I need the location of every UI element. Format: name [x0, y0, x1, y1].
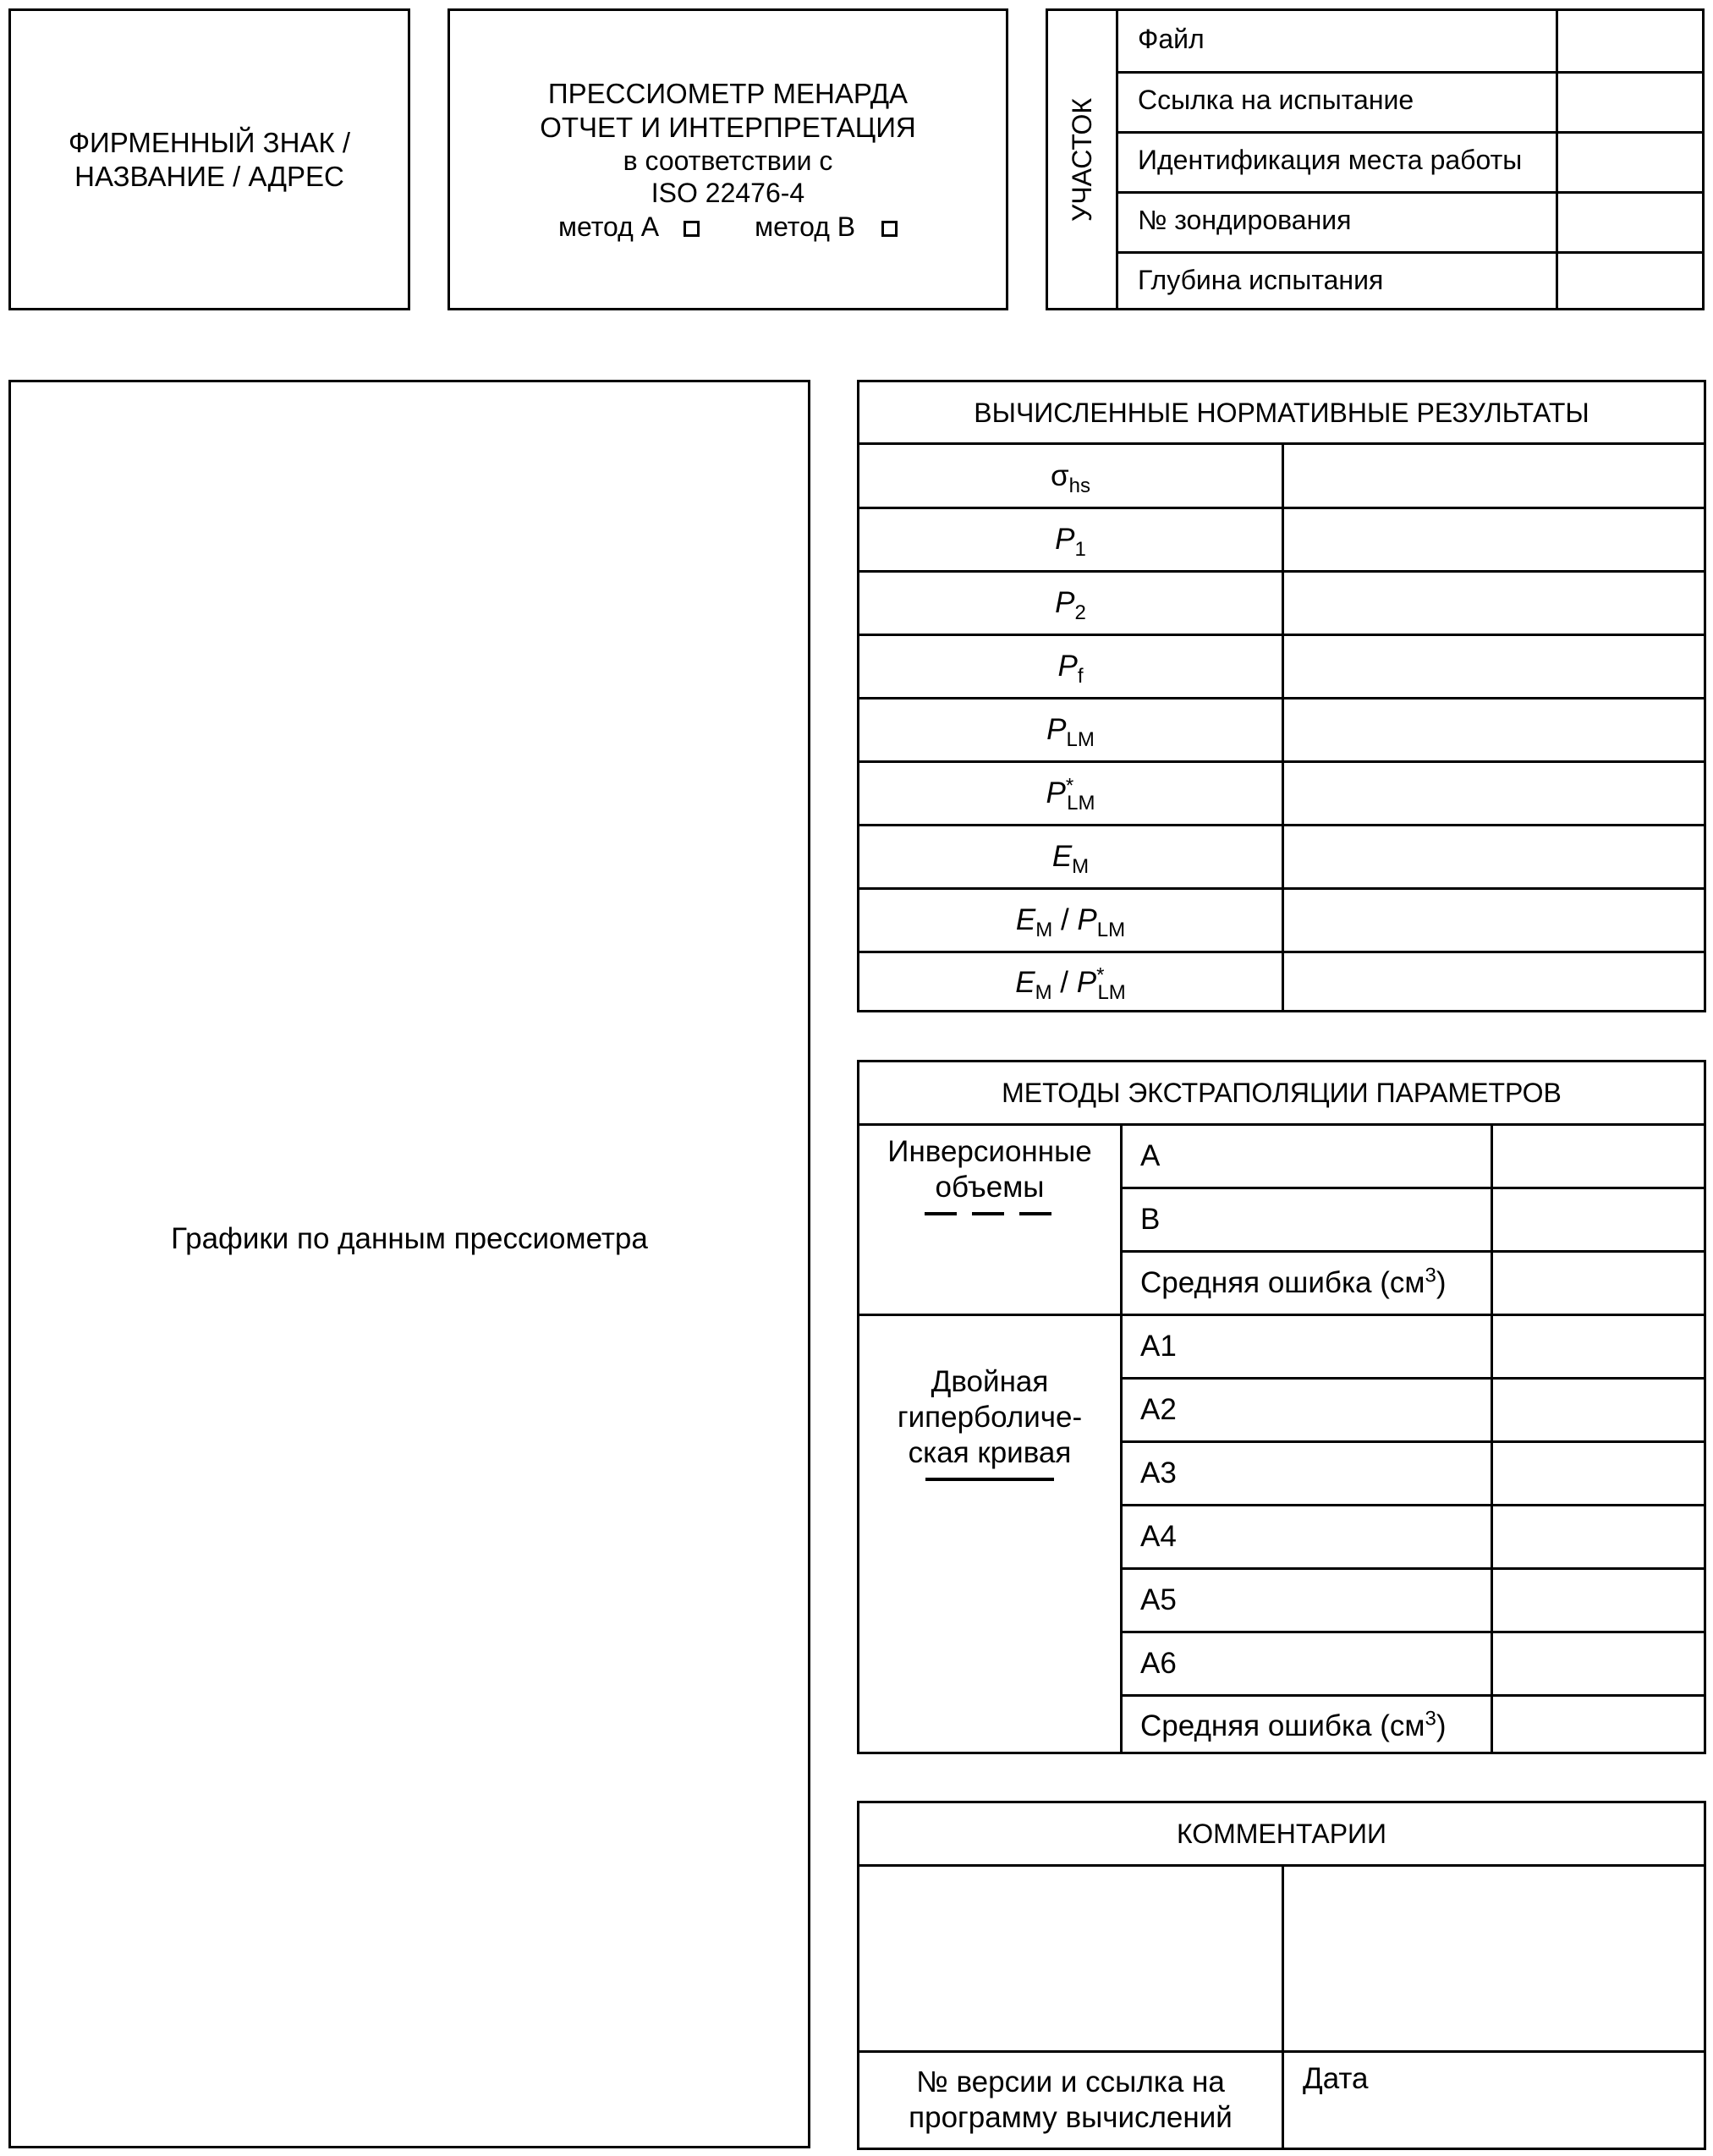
group-inversion-volumes — [859, 1126, 1120, 1314]
value-p2[interactable] — [1284, 573, 1704, 634]
group-double-hyperbolic — [859, 1316, 1120, 1752]
comments-title: КОММЕНТАРИИ — [1176, 1819, 1387, 1849]
row-label-a1: A1 — [1140, 1330, 1177, 1363]
row-label-mean-error-1: Средняя ошибка $(см^3)$ — [1140, 1264, 1447, 1299]
graphs-label: Графики по данным прессиометра — [171, 1221, 648, 1255]
version-line-2: программу вычислений — [909, 2101, 1233, 2134]
method-a-label: метод A — [558, 211, 658, 242]
company-line-1: ФИРМЕННЫЙ ЗНАК / — [68, 126, 351, 158]
title-box — [447, 8, 1008, 310]
comments-area-right[interactable] — [1284, 1867, 1704, 2050]
company-box — [8, 8, 410, 310]
site-value-file[interactable] — [1558, 11, 1702, 71]
value-a1[interactable] — [1493, 1316, 1704, 1377]
row-label-b: B — [1140, 1203, 1161, 1236]
site-value-depth[interactable] — [1558, 254, 1702, 308]
title-line-3: в соответствии с — [623, 145, 833, 176]
site-row-test-ref: Ссылка на испытание — [1138, 85, 1414, 115]
row-label-a6: A6 — [1140, 1647, 1177, 1680]
method-row — [540, 211, 916, 243]
extrapolation-table — [857, 1060, 1706, 1754]
results-title: ВЫЧИСЛЕННЫЕ НОРМАТИВНЫЕ РЕЗУЛЬТАТЫ — [974, 397, 1589, 428]
value-plm-star[interactable] — [1284, 763, 1704, 824]
value-mean-error-2[interactable] — [1493, 1697, 1704, 1752]
method-a-checkbox[interactable] — [684, 221, 700, 237]
value-a3[interactable] — [1493, 1443, 1704, 1504]
value-a2[interactable] — [1493, 1380, 1704, 1440]
site-label-cell — [1048, 11, 1116, 308]
graphs-box — [8, 380, 810, 2148]
group1-line-2: объемы — [935, 1171, 1045, 1204]
site-row-depth: Глубина испытания — [1138, 265, 1384, 295]
param-plm-star: $P^*_{LM}$ — [1046, 774, 1095, 815]
date-label: Дата — [1303, 2062, 1369, 2095]
method-b-label: метод B — [755, 211, 856, 242]
date-value[interactable] — [1284, 2053, 1704, 2148]
version-cell — [859, 2053, 1282, 2148]
group2-line-2: гиперболиче- — [897, 1401, 1083, 1434]
value-pf[interactable] — [1284, 636, 1704, 697]
value-em-over-plm[interactable] — [1284, 890, 1704, 951]
site-label: УЧАСТОК — [1067, 97, 1098, 222]
comments-table — [857, 1801, 1706, 2150]
title-line-1: ПРЕССИОМЕТР МЕНАРДА — [547, 77, 909, 109]
value-a4[interactable] — [1493, 1506, 1704, 1567]
value-b[interactable] — [1493, 1189, 1704, 1250]
group1-line-1: Инверсионные — [887, 1135, 1092, 1168]
value-mean-error-1[interactable] — [1493, 1253, 1704, 1314]
solid-line-legend — [922, 1474, 1057, 1484]
row-label-a2: A2 — [1140, 1393, 1177, 1426]
site-row-file: Файл — [1138, 24, 1205, 54]
site-row-site-id: Идентификация места работы — [1138, 145, 1523, 175]
row-label-a: A — [1140, 1139, 1161, 1172]
param-p1: $P_1$ — [1055, 523, 1086, 561]
method-b-checkbox[interactable] — [881, 221, 898, 237]
site-value-site-id[interactable] — [1558, 134, 1702, 191]
row-label-a3: A3 — [1140, 1457, 1177, 1489]
value-a[interactable] — [1493, 1126, 1704, 1187]
site-value-test-ref[interactable] — [1558, 74, 1702, 131]
row-label-a5: A5 — [1140, 1583, 1177, 1616]
value-a5[interactable] — [1493, 1570, 1704, 1631]
title-line-4: ISO 22476-4 — [651, 177, 805, 208]
param-em: $E_M$ — [1051, 840, 1090, 878]
param-plm: $P_{LM}$ — [1046, 713, 1095, 751]
row-label-mean-error-2: Средняя ошибка $(см^3)$ — [1140, 1707, 1447, 1742]
value-em-over-plm-star[interactable] — [1284, 953, 1704, 1012]
param-em-over-plm: $E_M / P_{LM}$ — [1015, 903, 1126, 941]
param-pf: $P_f$ — [1057, 650, 1084, 688]
extrapolation-title: МЕТОДЫ ЭКСТРАПОЛЯЦИИ ПАРАМЕТРОВ — [1002, 1078, 1562, 1108]
comments-area-left[interactable] — [859, 1867, 1282, 2050]
param-p2: $P_2$ — [1055, 586, 1086, 624]
value-a6[interactable] — [1493, 1633, 1704, 1694]
site-value-borehole[interactable] — [1558, 194, 1702, 251]
value-plm[interactable] — [1284, 699, 1704, 760]
param-sigma-hs: $\sigma_{hs}$ — [1051, 458, 1090, 497]
row-label-a4: A4 — [1140, 1520, 1177, 1553]
dashed-line-legend — [922, 1209, 1057, 1219]
version-line-1: № версии и ссылка на — [916, 2065, 1225, 2098]
param-em-over-plm-star: $E_M / P^*_{LM}$ — [1015, 963, 1126, 1004]
results-table — [857, 380, 1706, 1012]
site-row-borehole: № зондирования — [1138, 205, 1352, 235]
company-line-2: НАЗВАНИЕ / АДРЕС — [74, 160, 344, 192]
group2-line-3: ская кривая — [908, 1436, 1072, 1469]
title-line-2: ОТЧЕТ И ИНТЕРПРЕТАЦИЯ — [540, 111, 916, 143]
value-p1[interactable] — [1284, 509, 1704, 570]
value-sigma-hs[interactable] — [1284, 445, 1704, 507]
value-em[interactable] — [1284, 826, 1704, 887]
group2-line-1: Двойная — [931, 1365, 1049, 1398]
site-box — [1046, 8, 1705, 310]
